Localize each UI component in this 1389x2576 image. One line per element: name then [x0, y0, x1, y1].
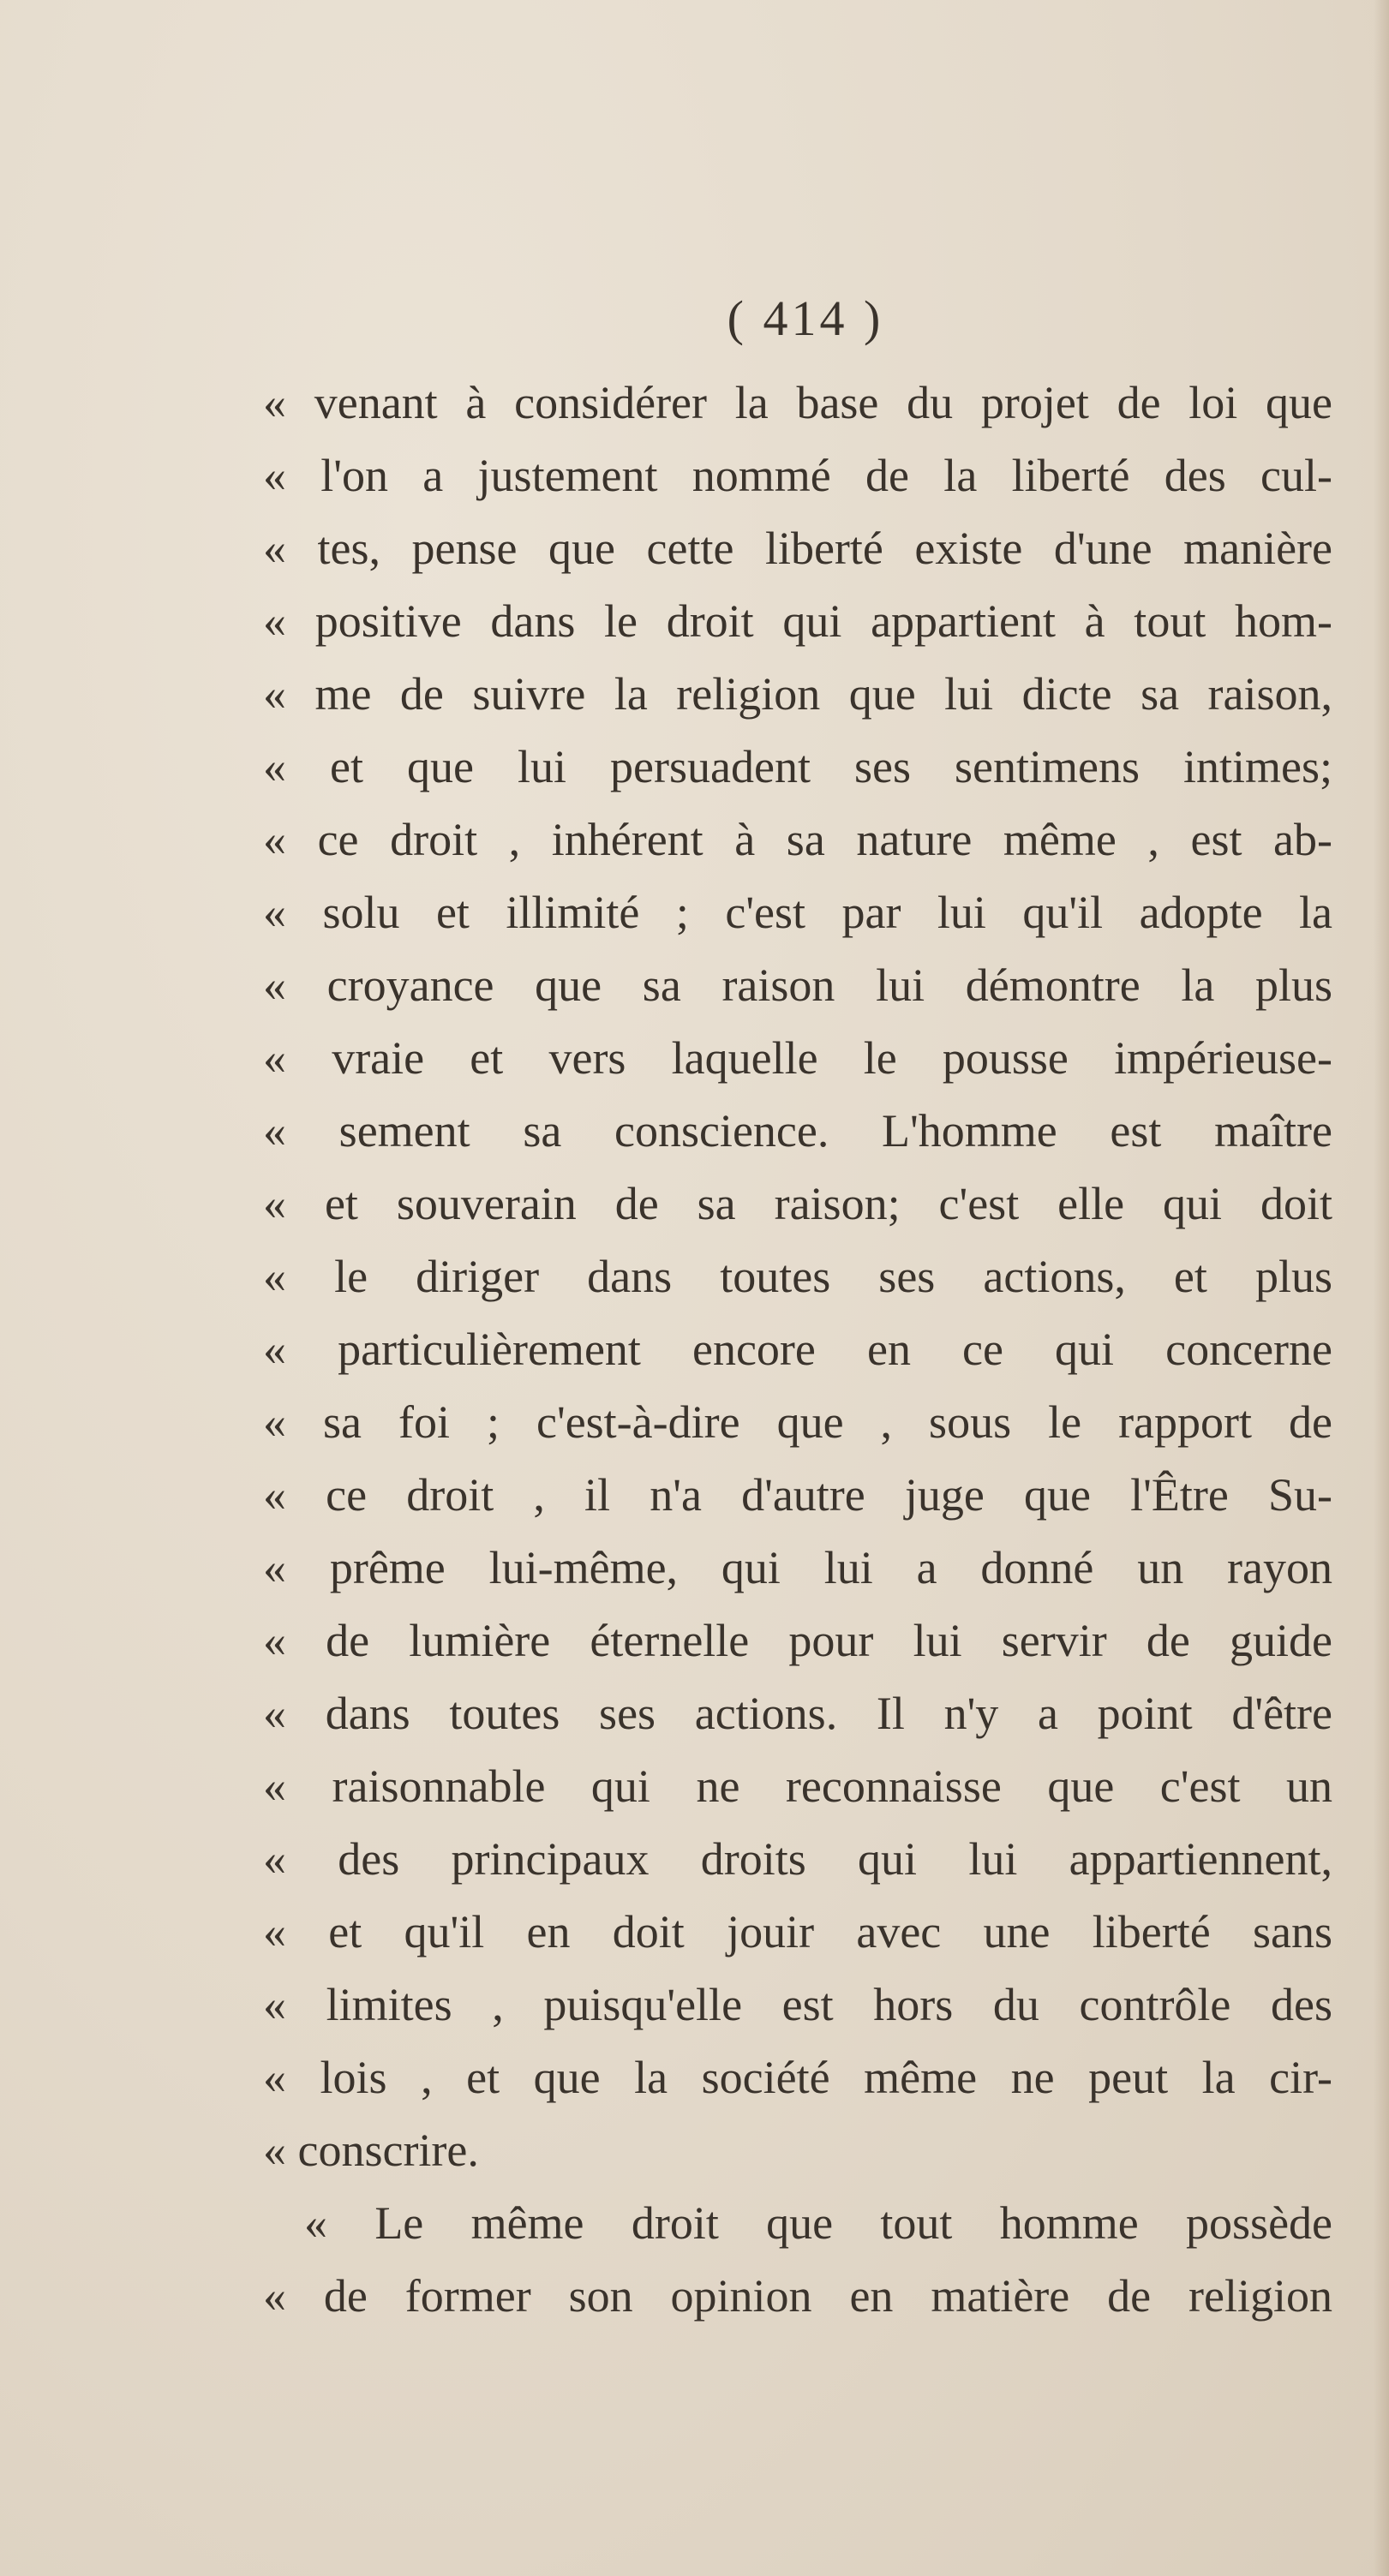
text-line: « le diriger dans toutes ses actions, et plus: [263, 1251, 1332, 1302]
text-line: « particulièrement encore en ce qui concerne: [263, 1324, 1332, 1375]
text-line: « sa foi ; c'est-à-dire que , sous le rapport de: [263, 1396, 1332, 1448]
text-line: « raisonnable qui ne reconnaisse que c'est un: [263, 1760, 1332, 1812]
text-line: « des principaux droits qui lui appartiennent,: [263, 1833, 1332, 1885]
text-line: « l'on a justement nommé de la liberté des cul-: [263, 450, 1332, 501]
body-text: [263, 367, 1332, 2333]
text-line-paragraph-end: « conscrire.: [263, 2125, 479, 2176]
page-edge-shadow: [1374, 0, 1389, 2576]
text-line: « croyance que sa raison lui démontre la plus: [263, 959, 1332, 1011]
text-line: « et souverain de sa raison; c'est elle qui doit: [263, 1178, 1332, 1229]
text-line: « et que lui persuadent ses sentimens intimes;: [263, 741, 1332, 792]
text-line: « ce droit , il n'a d'autre juge que l'Être Su-: [263, 1469, 1332, 1521]
page-number: ( 414 ): [727, 290, 884, 346]
text-line-paragraph-start: « Le même droit que tout homme possède: [304, 2197, 1332, 2249]
text-line: « positive dans le droit qui appartient à tout hom-: [263, 595, 1332, 647]
text-line: « tes, pense que cette liberté existe d'une manière: [263, 523, 1332, 574]
text-line: « lois , et que la société même ne peut la cir-: [263, 2052, 1332, 2103]
text-line: « sement sa conscience. L'homme est maître: [263, 1105, 1332, 1157]
text-line: « me de suivre la religion que lui dicte sa raison,: [263, 668, 1332, 720]
text-line: « de former son opinion en matière de religion: [263, 2270, 1332, 2322]
text-line: « dans toutes ses actions. Il n'y a point d'être: [263, 1688, 1332, 1739]
text-line: « solu et illimité ; c'est par lui qu'il adopte la: [263, 887, 1332, 938]
text-line: « et qu'il en doit jouir avec une liberté sans: [263, 1906, 1332, 1957]
text-line: « prême lui-même, qui lui a donné un rayon: [263, 1542, 1332, 1593]
text-line: « vraie et vers laquelle le pousse impérieuse-: [263, 1032, 1332, 1084]
text-line: « limites , puisqu'elle est hors du contrôle des: [263, 1979, 1332, 2030]
text-line: « ce droit , inhérent à sa nature même , est ab-: [263, 814, 1332, 865]
text-line: « de lumière éternelle pour lui servir de guide: [263, 1615, 1332, 1666]
text-line: « venant à considérer la base du projet de loi que: [263, 377, 1332, 428]
